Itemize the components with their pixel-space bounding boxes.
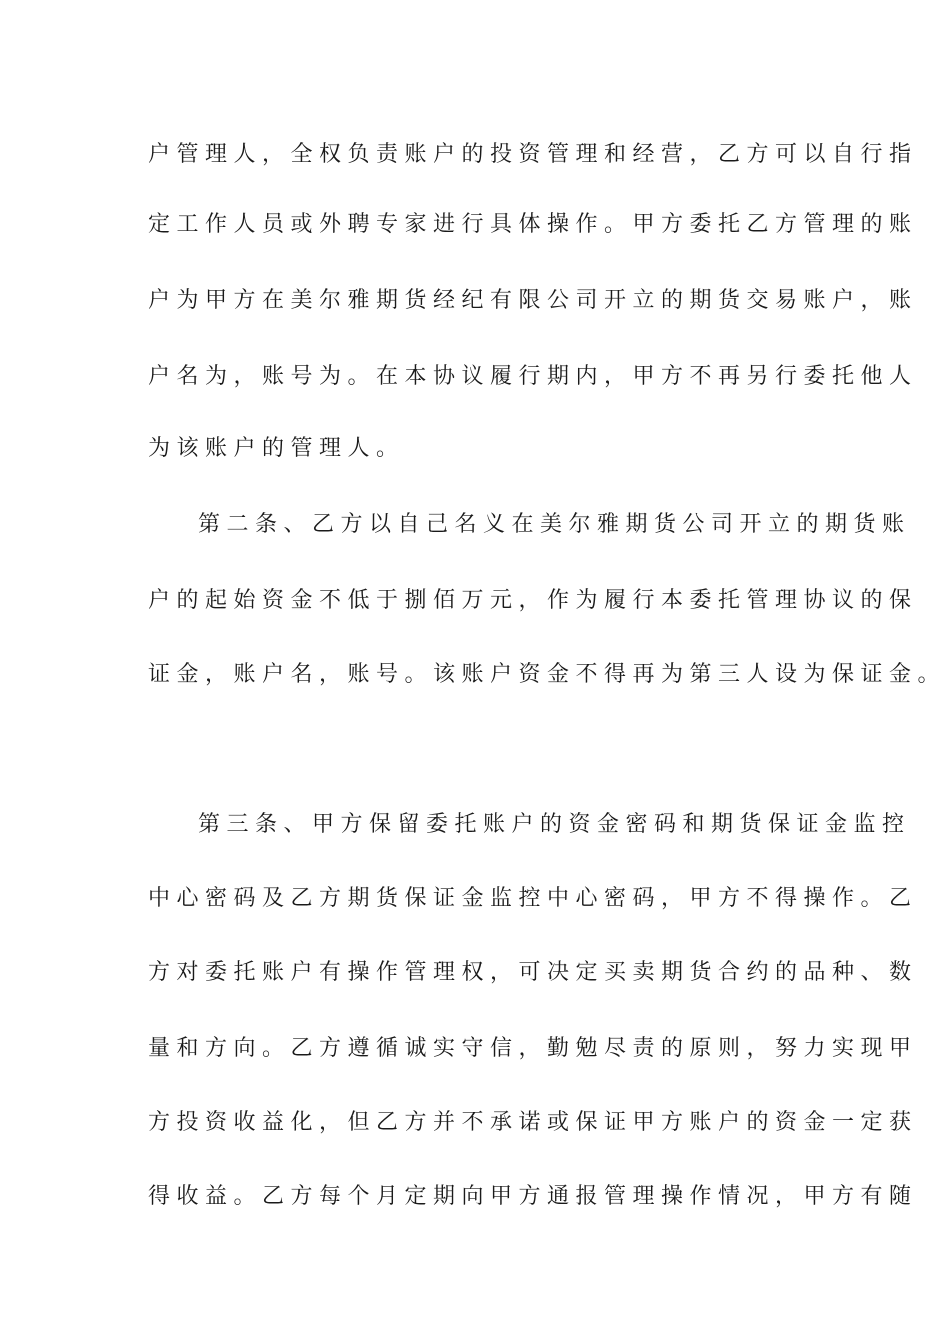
paragraph-line: 户为甲方在美尔雅期货经纪有限公司开立的期货交易账户，账 [148,288,918,313]
paragraph-line: 证金，账户名，账号。该账户资金不得再为第三人设为保证金。 [148,662,947,687]
paragraph-line: 方对委托账户有操作管理权，可决定买卖期货合约的品种、数 [148,960,918,985]
paragraph-line: 量和方向。乙方遵循诚实守信，勤勉尽责的原则，努力实现甲 [148,1036,918,1061]
paragraph-line: 方投资收益化，但乙方并不承诺或保证甲方账户的资金一定获 [148,1110,918,1135]
paragraph-line: 户名为，账号为。在本协议履行期内，甲方不再另行委托他人 [148,364,918,389]
article-3-first-line: 第三条、甲方保留委托账户的资金密码和期货保证金监控 [198,812,911,837]
paragraph-line: 为该账户的管理人。 [148,436,405,461]
paragraph-line: 中心密码及乙方期货保证金监控中心密码，甲方不得操作。乙 [148,886,918,911]
paragraph-line: 定工作人员或外聘专家进行具体操作。甲方委托乙方管理的账 [148,212,918,237]
article-2-first-line: 第二条、乙方以自己名义在美尔雅期货公司开立的期货账 [198,512,911,537]
paragraph-line: 户的起始资金不低于捌佰万元，作为履行本委托管理协议的保 [148,588,918,613]
paragraph-line: 户管理人，全权负责账户的投资管理和经营，乙方可以自行指 [148,142,918,167]
paragraph-line: 得收益。乙方每个月定期向甲方通报管理操作情况，甲方有随 [148,1184,918,1209]
